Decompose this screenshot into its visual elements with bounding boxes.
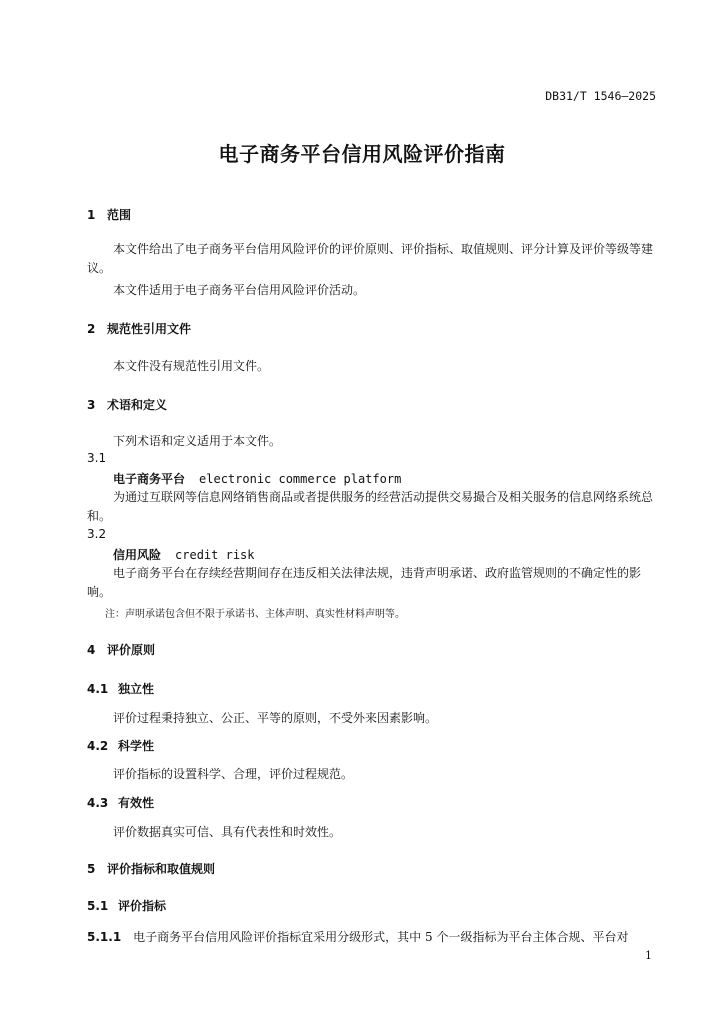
section-title: 范围 [107, 208, 132, 222]
section-3-paragraph: 下列术语和定义适用于本文件。 [113, 434, 282, 448]
section-title: 评价原则 [107, 643, 156, 657]
term-3-2-note: 注：声明承诺包含但不限于承诺书、主体声明、真实性材料声明等。 [105, 609, 405, 620]
section-2-heading [87, 320, 191, 337]
term-3-1 [113, 470, 401, 487]
term-3-2-definition: 电子商务平台在存续经营期间存在违反相关法律法规，违背声明承诺、政府监管规则的不确定性的影响。 [87, 566, 642, 599]
term-english: electronic commerce platform [199, 472, 402, 486]
subsection-number: 4.1 [87, 682, 109, 696]
subsection-number: 5.1 [87, 899, 109, 913]
term-3-1-definition: 为通过互联网等信息网络销售商品或者提供服务的经营活动提供交易撮合及相关服务的信息网络系统总和。 [87, 490, 654, 523]
subsection-title: 评价指标 [118, 899, 167, 913]
section-4-1-heading [87, 680, 154, 697]
subsection-title: 独立性 [118, 682, 155, 696]
term-chinese: 电子商务平台 [113, 472, 186, 486]
document-title: 电子商务平台信用风险评价指南 [218, 142, 506, 166]
term-3-2 [113, 546, 255, 563]
term-chinese: 信用风险 [113, 548, 162, 562]
clause-text: 电子商务平台信用风险评价指标宜采用分级形式，其中 5 个一级指标为平台主体合规、平台对 [133, 930, 629, 944]
section-4-2-heading [87, 737, 154, 754]
section-number: 2 [87, 322, 96, 336]
section-4-3-heading [87, 794, 154, 811]
subsection-number: 4.3 [87, 796, 109, 810]
term-3-2-number: 3.2 [87, 527, 107, 541]
standard-code: DB31/T 1546—2025 [545, 89, 656, 103]
section-1-paragraph-2: 本文件适用于电子商务平台信用风险评价活动。 [113, 283, 366, 297]
section-4-3-paragraph: 评价数据真实可信、具有代表性和时效性。 [113, 825, 342, 839]
section-title: 评价指标和取值规则 [107, 862, 216, 876]
section-4-heading [87, 641, 155, 658]
section-number: 4 [87, 643, 96, 657]
term-3-1-number: 3.1 [87, 451, 107, 465]
section-title: 术语和定义 [107, 398, 168, 412]
page-number: 1 [645, 949, 652, 962]
section-3-heading [87, 396, 167, 413]
subsection-number: 4.2 [87, 739, 109, 753]
section-5-1-1-paragraph [87, 928, 657, 945]
subsection-title: 有效性 [118, 796, 155, 810]
section-1-paragraph-1: 本文件给出了电子商务平台信用风险评价的评价原则、评价指标、取值规则、评分计算及评价等级等建议。 [87, 242, 654, 275]
subsection-title: 科学性 [118, 739, 155, 753]
section-number: 5 [87, 862, 96, 876]
section-number: 1 [87, 208, 96, 222]
section-title: 规范性引用文件 [107, 322, 192, 336]
section-5-1-heading [87, 897, 166, 914]
section-5-heading [87, 860, 215, 877]
section-2-paragraph: 本文件没有规范性引用文件。 [113, 359, 270, 373]
section-4-1-paragraph: 评价过程秉持独立、公正、平等的原则，不受外来因素影响。 [113, 711, 438, 725]
section-number: 3 [87, 398, 96, 412]
clause-number: 5.1.1 [87, 930, 122, 944]
section-1-heading [87, 206, 131, 223]
term-english: credit risk [175, 548, 255, 562]
section-4-2-paragraph: 评价指标的设置科学、合理，评价过程规范。 [113, 767, 354, 781]
